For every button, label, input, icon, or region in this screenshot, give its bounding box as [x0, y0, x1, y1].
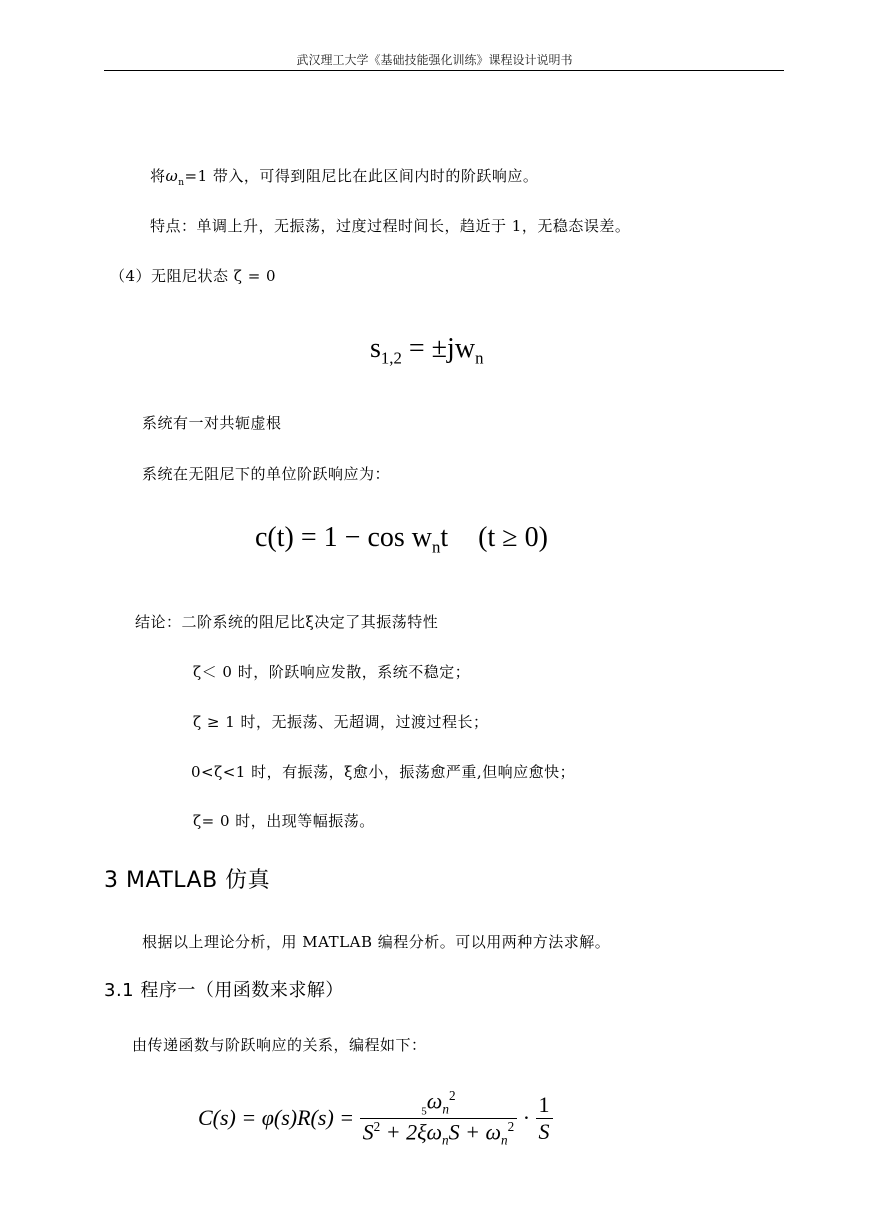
eq3-den-S: S — [362, 1119, 374, 1145]
eq2-t: t — [440, 522, 449, 553]
eq3-fraction-main — [360, 1088, 518, 1148]
eq2-sub: n — [431, 537, 441, 557]
eq3-num-omega: ω — [426, 1088, 443, 1114]
eq3-den-sub2: n — [501, 1132, 508, 1148]
eq3-dot: · — [522, 1105, 531, 1131]
eq3-den-sup: 2 — [373, 1118, 381, 1134]
eq3-den-sup2: 2 — [507, 1118, 515, 1134]
eq3-num-sup: 2 — [448, 1088, 456, 1103]
case-divergent: ζ＜ 0 时，阶跃响应发散，系统不稳定； — [193, 663, 471, 681]
p1-rest: =1 带入，可得到阻尼比在此区间内时的阶跃响应。 — [184, 167, 539, 185]
eq1-rhs-sub: n — [475, 348, 484, 368]
eq3-frac2-num: 1 — [538, 1091, 550, 1117]
page-header: 武汉理工大学《基础技能强化训练》课程设计说明书 — [296, 53, 573, 67]
eq1-rhs: = ±jw — [401, 333, 476, 364]
paragraph-conjugate-roots: 系统有一对共轭虚根 — [142, 414, 282, 432]
paragraph-substitute-omega — [150, 165, 538, 188]
section-heading-matlab: 3 MATLAB 仿真 — [104, 868, 271, 893]
paragraph-step-response: 系统在无阻尼下的单位阶跃响应为： — [142, 465, 391, 483]
header-rule — [104, 70, 784, 71]
equation-roots — [370, 333, 483, 369]
eq3-denominator — [360, 1118, 518, 1149]
case-underdamped: 0<ζ<1 时，有振荡，ξ愈小，振荡愈严重,但响应愈快； — [191, 763, 576, 781]
equation-transfer-function — [198, 1088, 553, 1148]
eq3-num-sub: n — [442, 1101, 449, 1117]
omega-subscript: n — [178, 178, 185, 188]
eq1-lhs: s — [370, 333, 381, 364]
paragraph-transfer-function: 由传递函数与阶跃响应的关系，编程如下： — [132, 1036, 427, 1054]
eq3-numerator — [360, 1088, 518, 1118]
eq3-frac2-den: S — [536, 1118, 553, 1145]
paragraph-analysis: 根据以上理论分析，用 MATLAB 编程分析。可以用两种方法求解。 — [142, 933, 611, 951]
paragraph-characteristics: 特点：单调上升，无振荡，过度过程时间长，趋近于 1，无稳态误差。 — [150, 217, 631, 235]
case-undamped: ζ= 0 时，出现等幅振荡。 — [193, 812, 375, 830]
eq3-lhs: C(s) = φ(s)R(s) = — [198, 1105, 360, 1131]
eq2-condition: (t ≥ 0) — [478, 522, 548, 553]
eq3-den-mid: + 2ξω — [380, 1119, 443, 1145]
subsection-heading-program-one: 3.1 程序一（用函数来求解） — [104, 980, 344, 1001]
eq3-den-S2: S + ω — [448, 1119, 502, 1145]
equation-step-response — [255, 522, 548, 558]
paragraph-conclusion: 结论：二阶系统的阻尼比ξ决定了其振荡特性 — [135, 613, 439, 631]
eq3-fraction-one-over-s — [536, 1092, 553, 1145]
eq1-sub: 1,2 — [380, 348, 402, 368]
p1-prefix: 将 — [150, 167, 166, 185]
eq3-small-5: 5 — [421, 1105, 427, 1118]
eq3-den-sub: n — [442, 1132, 449, 1148]
paragraph-undamped-state: （4）无阻尼状态 ζ = 0 — [110, 267, 277, 285]
omega-symbol: ω — [165, 167, 179, 185]
case-overdamped: ζ ≥ 1 时，无振荡、无超调，过渡过程长； — [193, 713, 489, 731]
eq2-main: c(t) = 1 − cos w — [255, 522, 432, 553]
